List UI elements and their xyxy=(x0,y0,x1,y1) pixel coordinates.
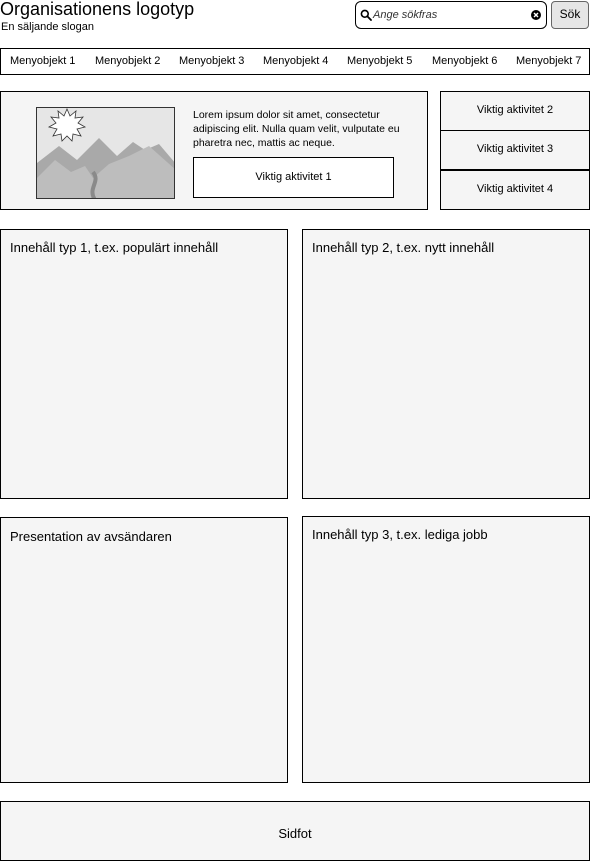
content-panel-1 xyxy=(0,229,288,499)
important-activity-2-button[interactable]: Viktig aktivitet 2 xyxy=(440,91,590,131)
clear-search-icon[interactable] xyxy=(531,10,541,20)
footer xyxy=(0,801,590,861)
footer-label: Sidfot xyxy=(278,826,312,841)
sender-presentation-title: Presentation av avsändaren xyxy=(10,529,172,544)
menu-item-2[interactable]: Menyobjekt 2 xyxy=(95,55,161,67)
menu-item-5[interactable]: Menyobjekt 5 xyxy=(347,55,413,67)
logo-text: Organisationens logotyp xyxy=(0,0,195,19)
sender-presentation-panel xyxy=(0,517,288,783)
slogan: En säljande slogan xyxy=(1,21,94,33)
menu-item-7[interactable]: Menyobjekt 7 xyxy=(516,55,582,67)
hero-image-placeholder xyxy=(36,107,175,199)
menu-item-6[interactable]: Menyobjekt 6 xyxy=(432,55,498,67)
content-panel-2 xyxy=(302,229,590,499)
search-icon xyxy=(360,9,372,21)
important-activity-3-button[interactable]: Viktig aktivitet 3 xyxy=(440,130,590,170)
content-panel-2-title: Innehåll typ 2, t.ex. nytt innehåll xyxy=(312,240,495,255)
search-button[interactable]: Sök xyxy=(551,1,589,29)
menu-item-1[interactable]: Menyobjekt 1 xyxy=(10,55,76,67)
search-placeholder: Ange sökfras xyxy=(373,9,438,21)
landscape-image-icon xyxy=(37,108,175,199)
content-panel-3-title: Innehåll typ 3, t.ex. lediga jobb xyxy=(312,527,488,542)
content-panel-3 xyxy=(302,516,590,783)
hero-description: Lorem ipsum dolor sit amet, consectetur adipiscing elit. Nulla quam velit, vulputate eu pharetra nec, mattis ac neque. xyxy=(193,109,400,149)
search-input[interactable] xyxy=(355,1,547,29)
content-panel-1-title: Innehåll typ 1, t.ex. populärt innehåll xyxy=(10,240,219,255)
menu-item-3[interactable]: Menyobjekt 3 xyxy=(179,55,245,67)
menu-item-4[interactable]: Menyobjekt 4 xyxy=(263,55,329,67)
important-activity-4-button[interactable]: Viktig aktivitet 4 xyxy=(440,170,590,210)
main-menu xyxy=(0,48,590,75)
important-activity-1-button[interactable]: Viktig aktivitet 1 xyxy=(193,157,394,198)
